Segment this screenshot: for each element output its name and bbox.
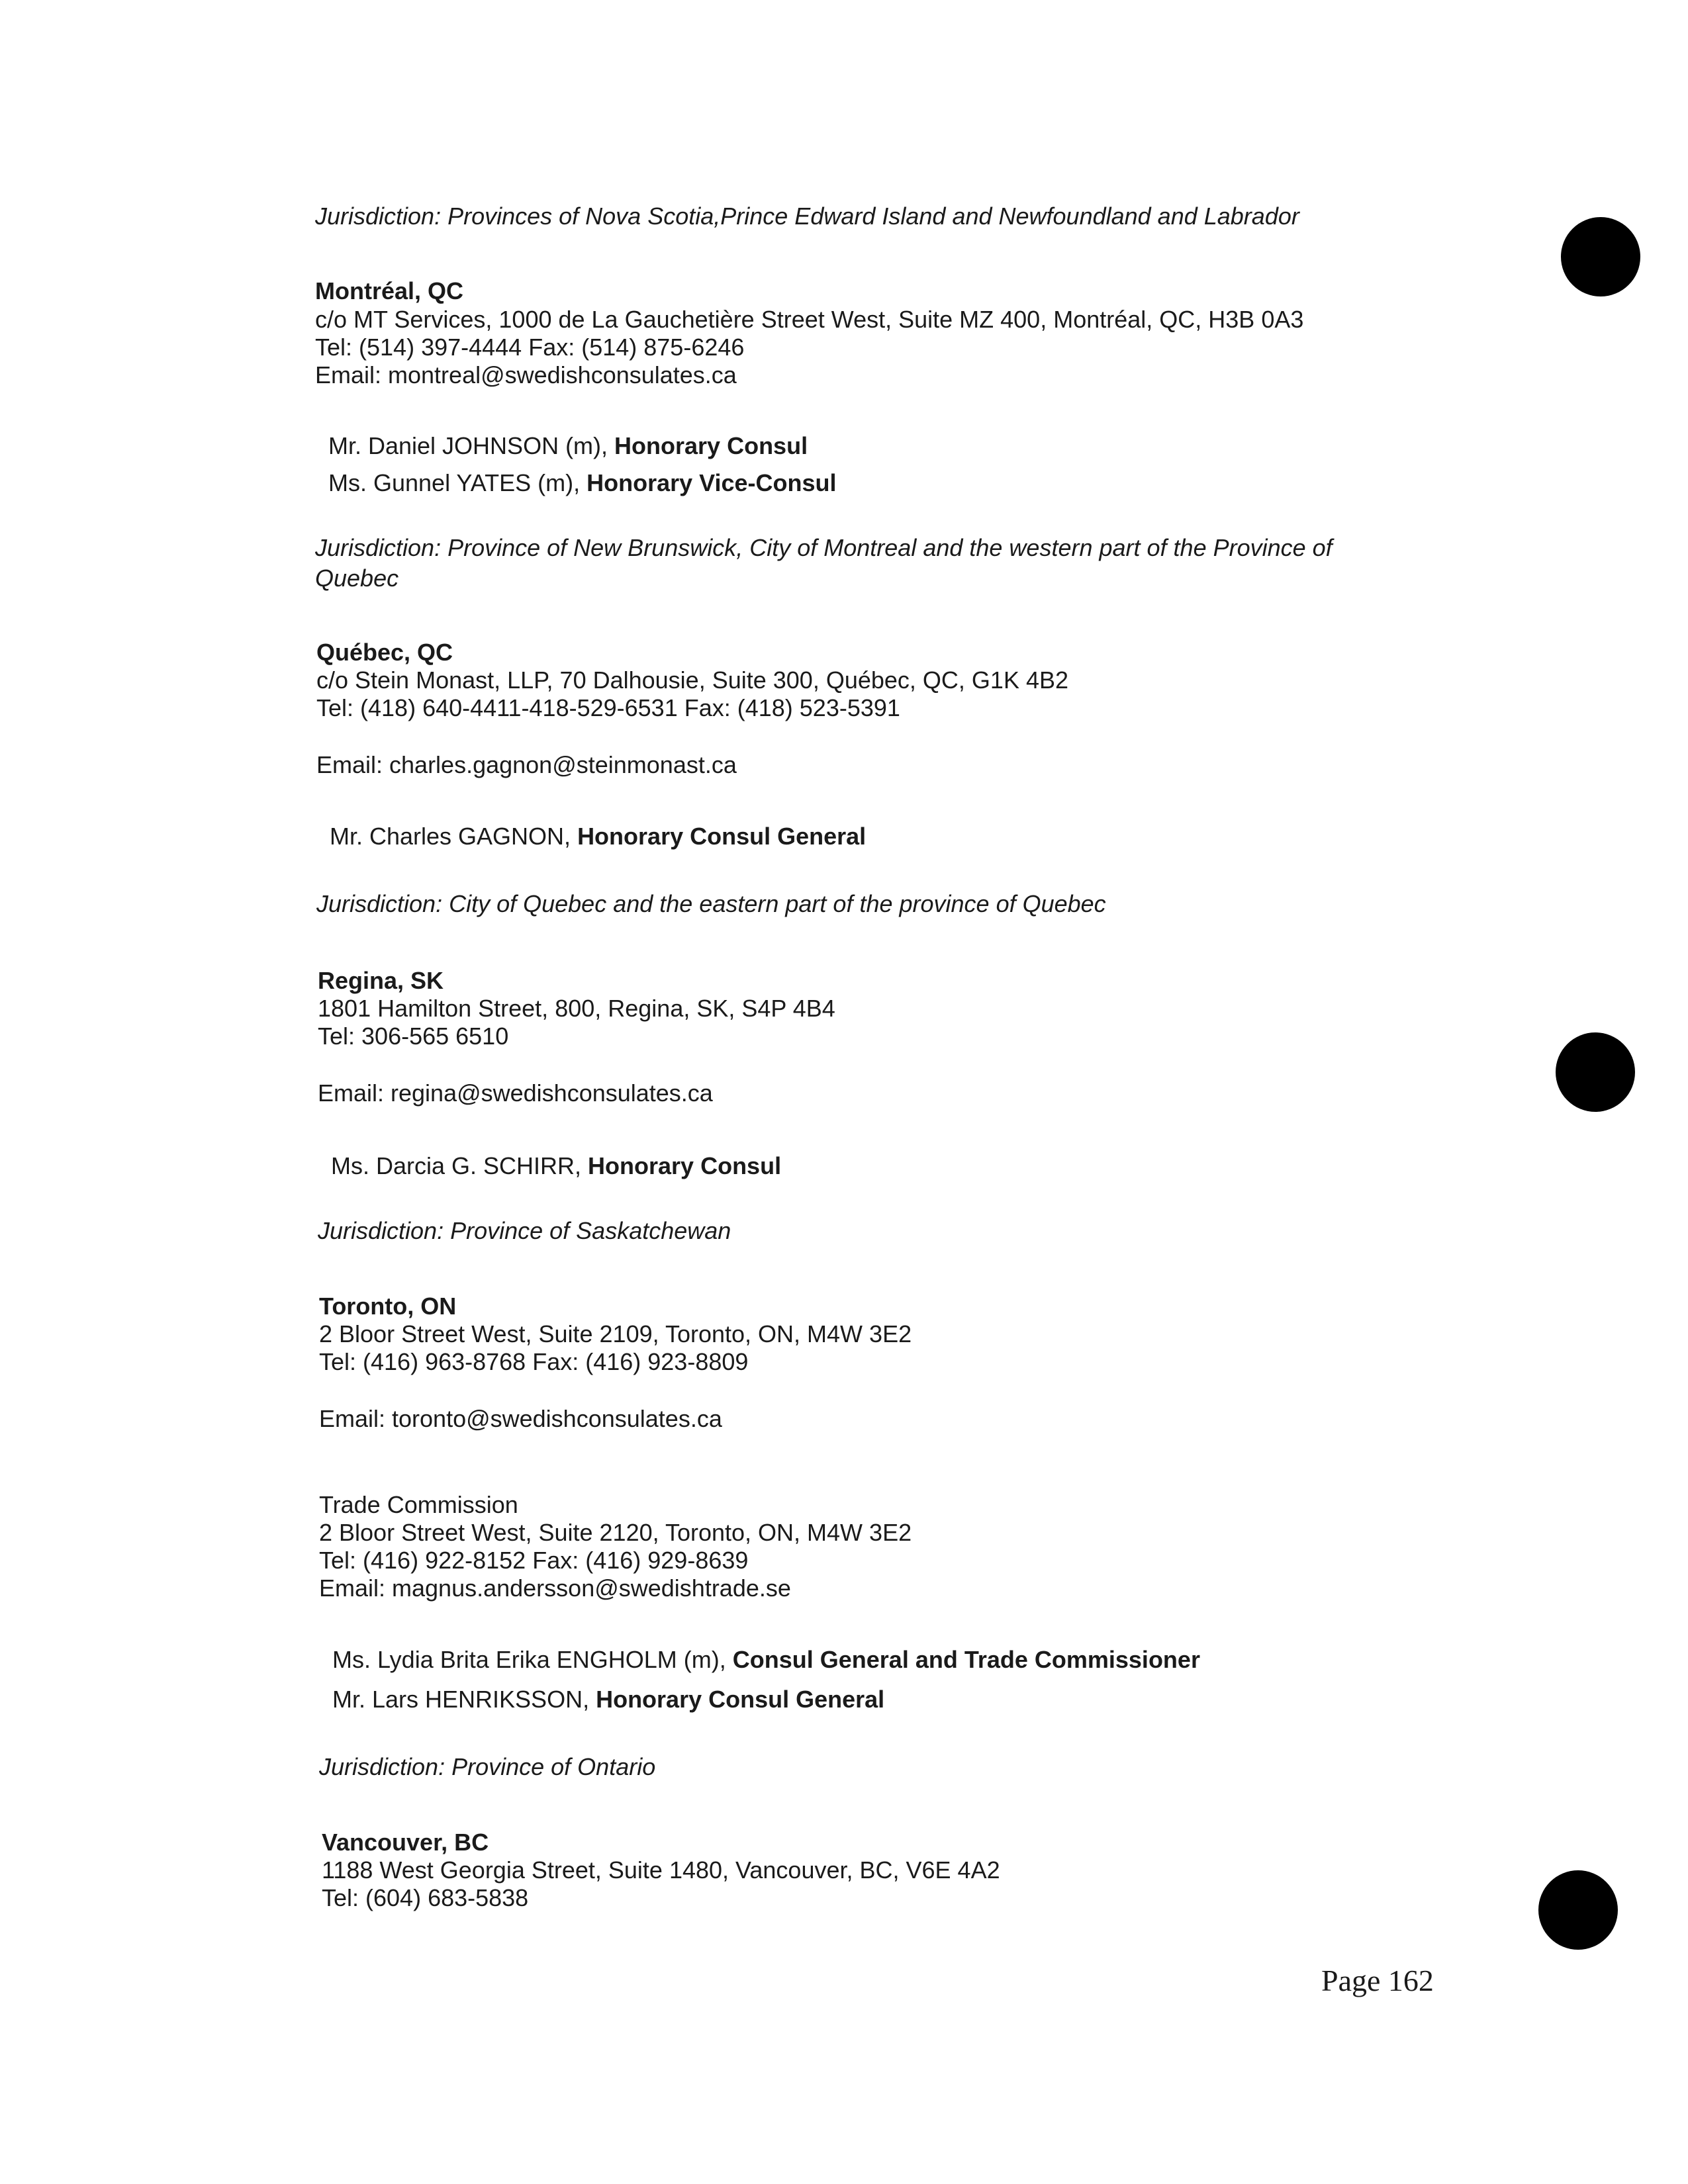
jurisdiction-toronto: Jurisdiction: Province of Ontario <box>319 1753 656 1780</box>
trade-commission-name: Trade Commission <box>319 1491 518 1518</box>
official-toronto-2: Mr. Lars HENRIKSSON, Honorary Consul General <box>332 1686 885 1713</box>
trade-commission-tel-fax: Tel: (416) 922-8152 Fax: (416) 929-8639 <box>319 1547 749 1574</box>
official-montreal-2: Ms. Gunnel YATES (m), Honorary Vice-Consul <box>328 469 837 496</box>
trade-commission-address: 2 Bloor Street West, Suite 2120, Toronto, ON, M4W 3E2 <box>319 1519 912 1546</box>
jurisdiction-nova-scotia: Jurisdiction: Provinces of Nova Scotia,Prince Edward Island and Newfoundland and Labrador <box>315 203 1299 230</box>
heading-regina: Regina, SK <box>318 967 444 994</box>
email-regina: Email: regina@swedishconsulates.ca <box>318 1079 713 1107</box>
jurisdiction-regina: Jurisdiction: Province of Saskatchewan <box>318 1217 731 1244</box>
address-quebec: c/o Stein Monast, LLP, 70 Dalhousie, Suite 300, Québec, QC, G1K 4B2 <box>316 666 1069 694</box>
heading-toronto: Toronto, ON <box>319 1293 457 1320</box>
hole-punch-bottom <box>1538 1870 1618 1950</box>
jurisdiction-montreal-line2: Quebec <box>315 565 399 592</box>
tel-fax-toronto: Tel: (416) 963-8768 Fax: (416) 923-8809 <box>319 1348 749 1375</box>
trade-commission-email: Email: magnus.andersson@swedishtrade.se <box>319 1574 791 1602</box>
page-number: Page 162 <box>1321 1964 1434 1997</box>
email-toronto: Email: toronto@swedishconsulates.ca <box>319 1405 722 1432</box>
hole-punch-middle <box>1556 1032 1635 1112</box>
address-vancouver: 1188 West Georgia Street, Suite 1480, Vancouver, BC, V6E 4A2 <box>322 1856 1000 1884</box>
tel-vancouver: Tel: (604) 683-5838 <box>322 1884 529 1911</box>
heading-vancouver: Vancouver, BC <box>322 1829 489 1856</box>
address-toronto: 2 Bloor Street West, Suite 2109, Toronto, ON, M4W 3E2 <box>319 1320 912 1347</box>
tel-fax-montreal: Tel: (514) 397-4444 Fax: (514) 875-6246 <box>315 334 745 361</box>
heading-quebec: Québec, QC <box>316 639 453 666</box>
address-montreal: c/o MT Services, 1000 de La Gauchetière Street West, Suite MZ 400, Montréal, QC, H3B 0A3 <box>315 306 1304 333</box>
jurisdiction-quebec: Jurisdiction: City of Quebec and the eastern part of the province of Quebec <box>316 890 1106 917</box>
official-toronto-1: Ms. Lydia Brita Erika ENGHOLM (m), Consul General and Trade Commissioner <box>332 1646 1200 1673</box>
email-quebec: Email: charles.gagnon@steinmonast.ca <box>316 751 737 778</box>
address-regina: 1801 Hamilton Street, 800, Regina, SK, S4P 4B4 <box>318 995 835 1022</box>
hole-punch-top <box>1561 217 1640 296</box>
jurisdiction-montreal-line1: Jurisdiction: Province of New Brunswick, City of Montreal and the western part of the Province of <box>315 534 1333 561</box>
tel-fax-quebec: Tel: (418) 640-4411-418-529-6531 Fax: (418) 523-5391 <box>316 694 900 721</box>
email-montreal: Email: montreal@swedishconsulates.ca <box>315 361 737 388</box>
official-montreal-1: Mr. Daniel JOHNSON (m), Honorary Consul <box>328 432 808 459</box>
tel-regina: Tel: 306-565 6510 <box>318 1023 509 1050</box>
official-quebec-1: Mr. Charles GAGNON, Honorary Consul General <box>330 823 867 850</box>
official-regina-1: Ms. Darcia G. SCHIRR, Honorary Consul <box>331 1152 782 1179</box>
heading-montreal: Montréal, QC <box>315 277 464 304</box>
